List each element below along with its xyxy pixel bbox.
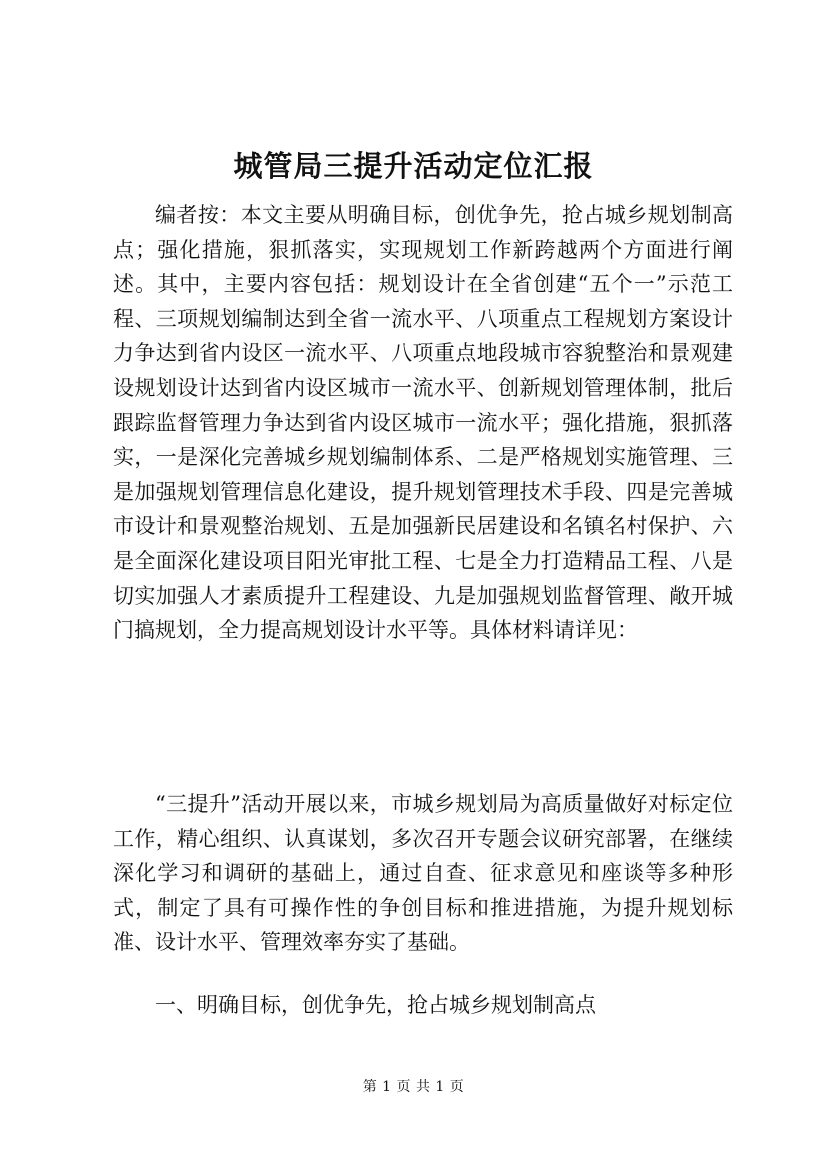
section-heading: 一、明确目标，创优争先，抢占城乡规划制高点	[155, 993, 596, 1017]
document-title: 城管局三提升活动定位汇报	[233, 149, 594, 183]
intro-paragraph: “三提升”活动开展以来，市城乡规划局为高质量做好对标定位工作，精心组织、认真谋划，多次召开专题会议研究部署，在继续深化学习和调研的基础上，通过自查、征求意见和座谈等多种形式，制定了具有可操作性的争创目标和推进措施，为提升规划标准、设计水平、管理效率夯实了基础。	[113, 792, 733, 955]
page-footer: 第 1 页 共 1 页	[362, 1079, 465, 1095]
editor-note-paragraph: 编者按：本文主要从明确目标，创优争先，抢占城乡规划制高点；强化措施，狠抓落实，实现规划工作新跨越两个方面进行阐述。其中，主要内容包括：规划设计在全省创建“五个一”示范工程、三项规划编制达到全省一流水平、八项重点工程规划方案设计力争达到省内设区一流水平、八项重点地段城市容貌整治和景观建设规划设计达到省内设区城市一流水平、创新规划管理体制，批后跟踪监督管理力争达到省内设区城市一流水平；强化措施，狠抓落实，一是深化完善城乡规划编制体系、二是严格规划实施管理、三是加强规划管理信息化建设，提升规划管理技术手段、四是完善城市设计和景观整治规划、五是加强新民居建设和名镇名村保护、六是全面深化建设项目阳光审批工程、七是全力打造精品工程、八是切实加强人才素质提升工程建设、九是加强规划监督管理、敞开城门搞规划，全力提高规划设计水平等。具体材料请详见：	[113, 203, 733, 643]
